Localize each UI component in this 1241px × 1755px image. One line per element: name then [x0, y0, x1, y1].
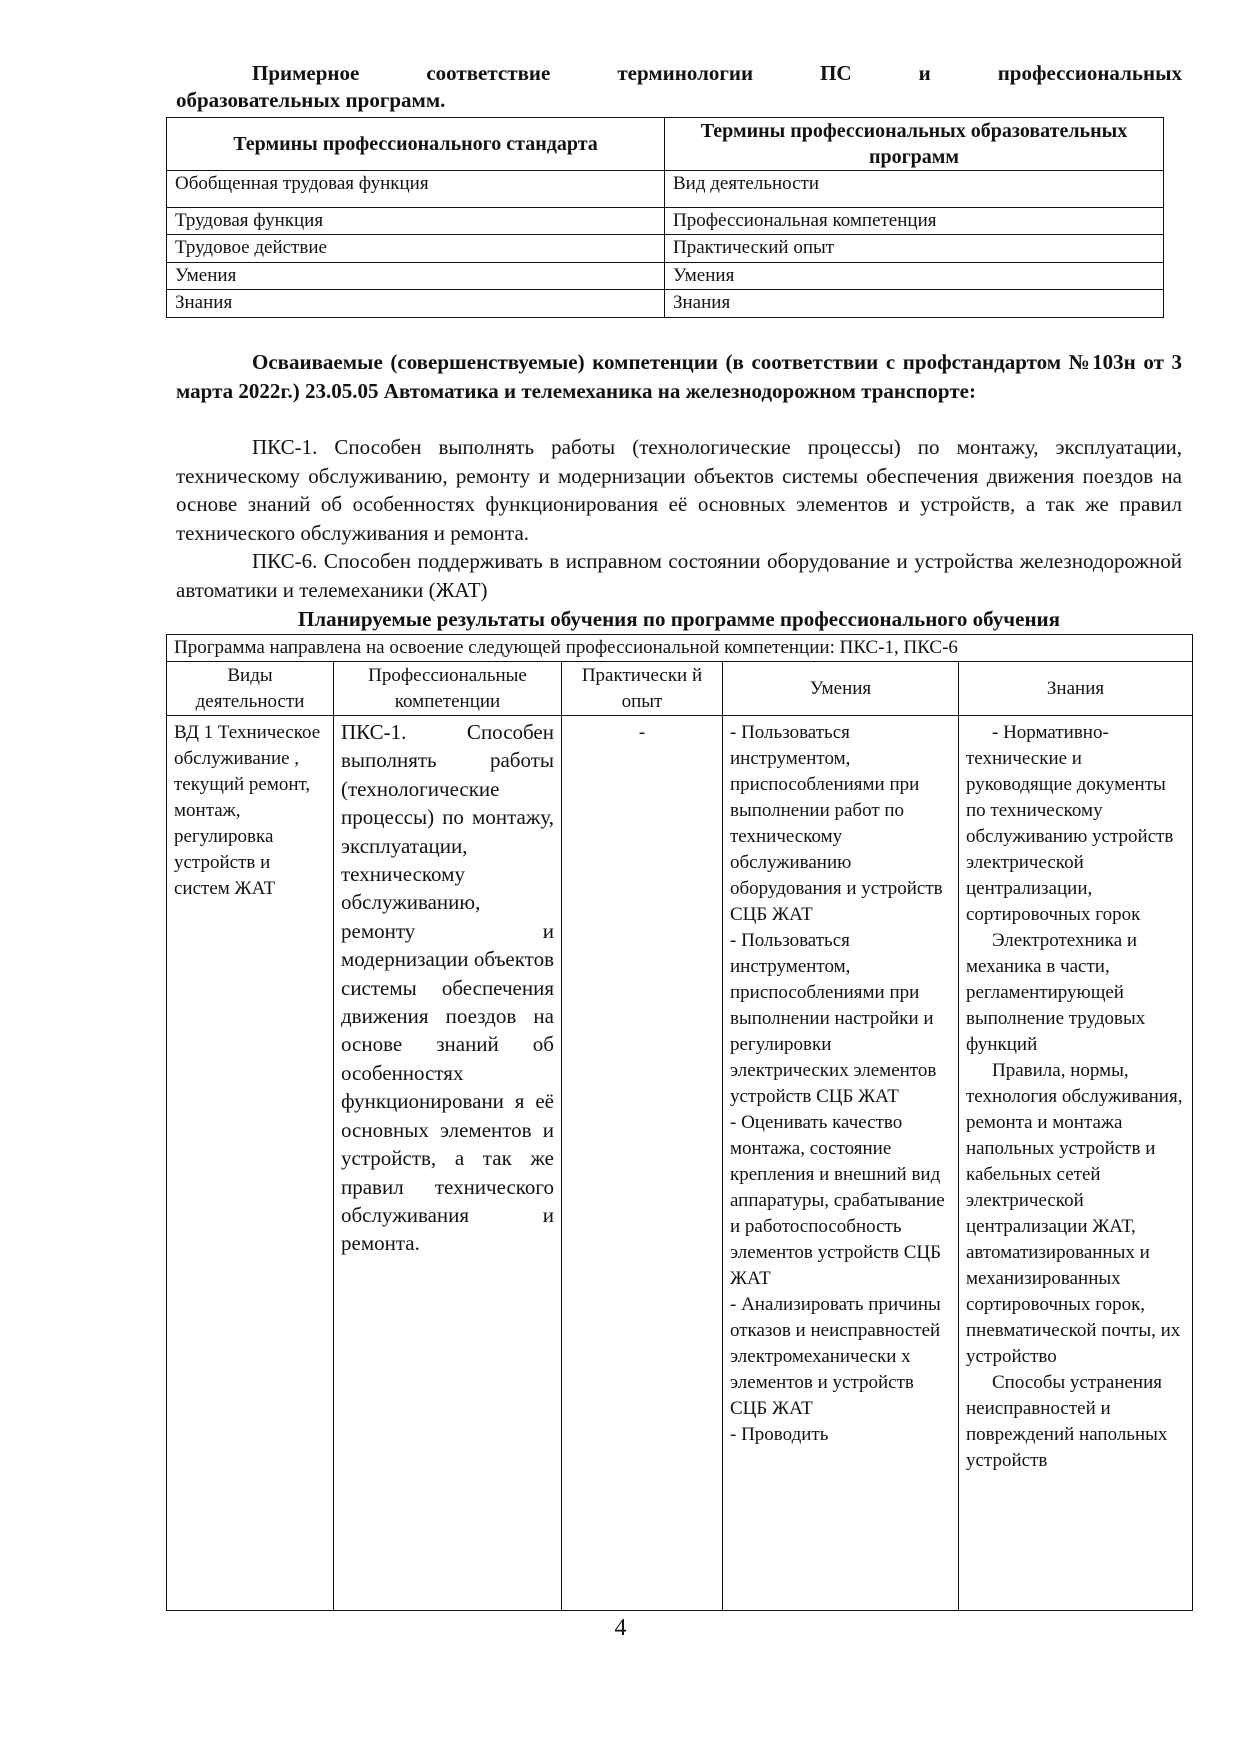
- knowledge-item: - Нормативно-технические и руководящие документы по техническому обслуживанию устройств электрической централизации, сортировочных горок: [966, 722, 1174, 925]
- program-cell: Программа направлена на освоение следующей профессиональной компетенции: ПКС-1, ПКС-6: [167, 635, 1193, 662]
- title-word: терминологии: [617, 61, 754, 85]
- title-word: профессиональных: [997, 61, 1182, 85]
- terms-table: [166, 117, 1164, 318]
- results-title: Планируемые результаты обучения по программе профессионального обучения: [298, 607, 1060, 631]
- program-row: [167, 635, 1193, 662]
- table-cell: Практический опыт: [665, 235, 1164, 263]
- skill-item: - Пользоваться инструментом, приспособлениями при выполнении настройки и регулировки электрических элементов устройств СЦБ ЖАТ: [730, 930, 937, 1107]
- table-cell: Профессиональная компетенция: [665, 208, 1164, 235]
- title-word: ПС: [820, 61, 852, 85]
- terms-header-programs: Термины профессиональных образовательных программ: [665, 118, 1164, 171]
- table-row: [167, 290, 1164, 318]
- skill-item: - Проводить: [730, 1424, 829, 1445]
- table-cell: Знания: [167, 290, 665, 318]
- table-row: [167, 208, 1164, 235]
- table-cell: Вид деятельности: [665, 171, 1164, 208]
- competence-cell: ПКС-1. Способен выполнять работы (технологические процессы) по монтажу, эксплуатации, техническому обслуживанию, ремонту и модернизации объектов системы обеспечения движения поездов на основе знаний об особенностях функционировани я её основных элементов и устройств, а так же правил технического обслуживания и ремонта.: [334, 716, 562, 1611]
- terms-table-header-row: [167, 118, 1164, 171]
- table-cell: Трудовая функция: [167, 208, 665, 235]
- table-cell: Трудовое действие: [167, 235, 665, 263]
- title-word: Примерное: [252, 61, 360, 85]
- terms-header-standard: Термины профессионального стандарта: [167, 118, 665, 171]
- skill-item: - Пользоваться инструментом, приспособлениями при выполнении работ по техническому обслуживанию оборудования и устройств СЦБ ЖАТ: [730, 722, 943, 925]
- table-cell: Умения: [167, 263, 665, 290]
- activity-cell: ВД 1 Техническое обслуживание , текущий ремонт, монтаж, регулировка устройств и систем ЖАТ: [167, 716, 334, 1611]
- table-row: [167, 263, 1164, 290]
- table-row: [167, 716, 1193, 1611]
- knowledge-item: Электротехника и механика в части, регламентирующей выполнение трудовых функций: [966, 930, 1146, 1055]
- table-cell: Знания: [665, 290, 1164, 318]
- table-cell: Умения: [665, 263, 1164, 290]
- pks1-paragraph: ПКС-1. Способен выполнять работы (технологические процессы) по монтажу, эксплуатации, техническому обслуживанию, ремонту и модернизации объектов системы обеспечения движения поездов на основе знаний об особенностях функционирования её основных элементов и устройств, а так же правил технического обслуживания и ремонта.: [176, 435, 1182, 545]
- header-practice: Практически й опыт: [562, 662, 723, 716]
- skill-item: - Анализировать причины отказов и неисправностей электромеханически х элементов и устройств СЦБ ЖАТ: [730, 1294, 941, 1419]
- pks6-paragraph: ПКС-6. Способен поддерживать в исправном состоянии оборудование и устройства железнодорожной автоматики и телемеханики (ЖАТ): [176, 549, 1182, 602]
- header-knowledge: Знания: [959, 662, 1193, 716]
- title-word: соответствие: [426, 61, 551, 85]
- results-table: [166, 634, 1193, 1611]
- page-number: 4: [614, 1615, 627, 1641]
- header-skills: Умения: [723, 662, 959, 716]
- terms-section-title-line2: образовательных программ.: [176, 88, 446, 112]
- skill-item: - Оценивать качество монтажа, состояние крепления и внешний вид аппаратуры, срабатывание и работоспособность элементов устройств СЦБ ЖАТ: [730, 1112, 945, 1289]
- skills-cell: [723, 716, 959, 1611]
- header-competencies: Профессиональные компетенции: [334, 662, 562, 716]
- terms-section-title-line1: [176, 60, 1182, 88]
- knowledge-item: Способы устранения неисправностей и повреждений напольных устройств: [966, 1372, 1168, 1471]
- knowledge-cell: [959, 716, 1193, 1611]
- table-row: [167, 171, 1164, 208]
- table-cell: Обобщенная трудовая функция: [167, 171, 665, 208]
- title-word: и: [918, 61, 931, 85]
- table-row: [167, 235, 1164, 263]
- header-activities: Виды деятельности: [167, 662, 334, 716]
- competencies-heading: Осваиваемые (совершенствуемые) компетенции (в соответствии с профстандартом №103н от 3 марта 2022г.) 23.05.05 Автоматика и телемеханика на железнодорожном транспорте:: [176, 350, 1182, 403]
- knowledge-item: Правила, нормы, технология обслуживания, ремонта и монтажа напольных устройств и кабельных сетей электрической централизации ЖАТ, автоматизированных и механизированных сортировочных горок, пневматической почты, их устройство: [966, 1060, 1183, 1367]
- practice-cell: -: [562, 716, 723, 1611]
- results-header-row: [167, 662, 1193, 716]
